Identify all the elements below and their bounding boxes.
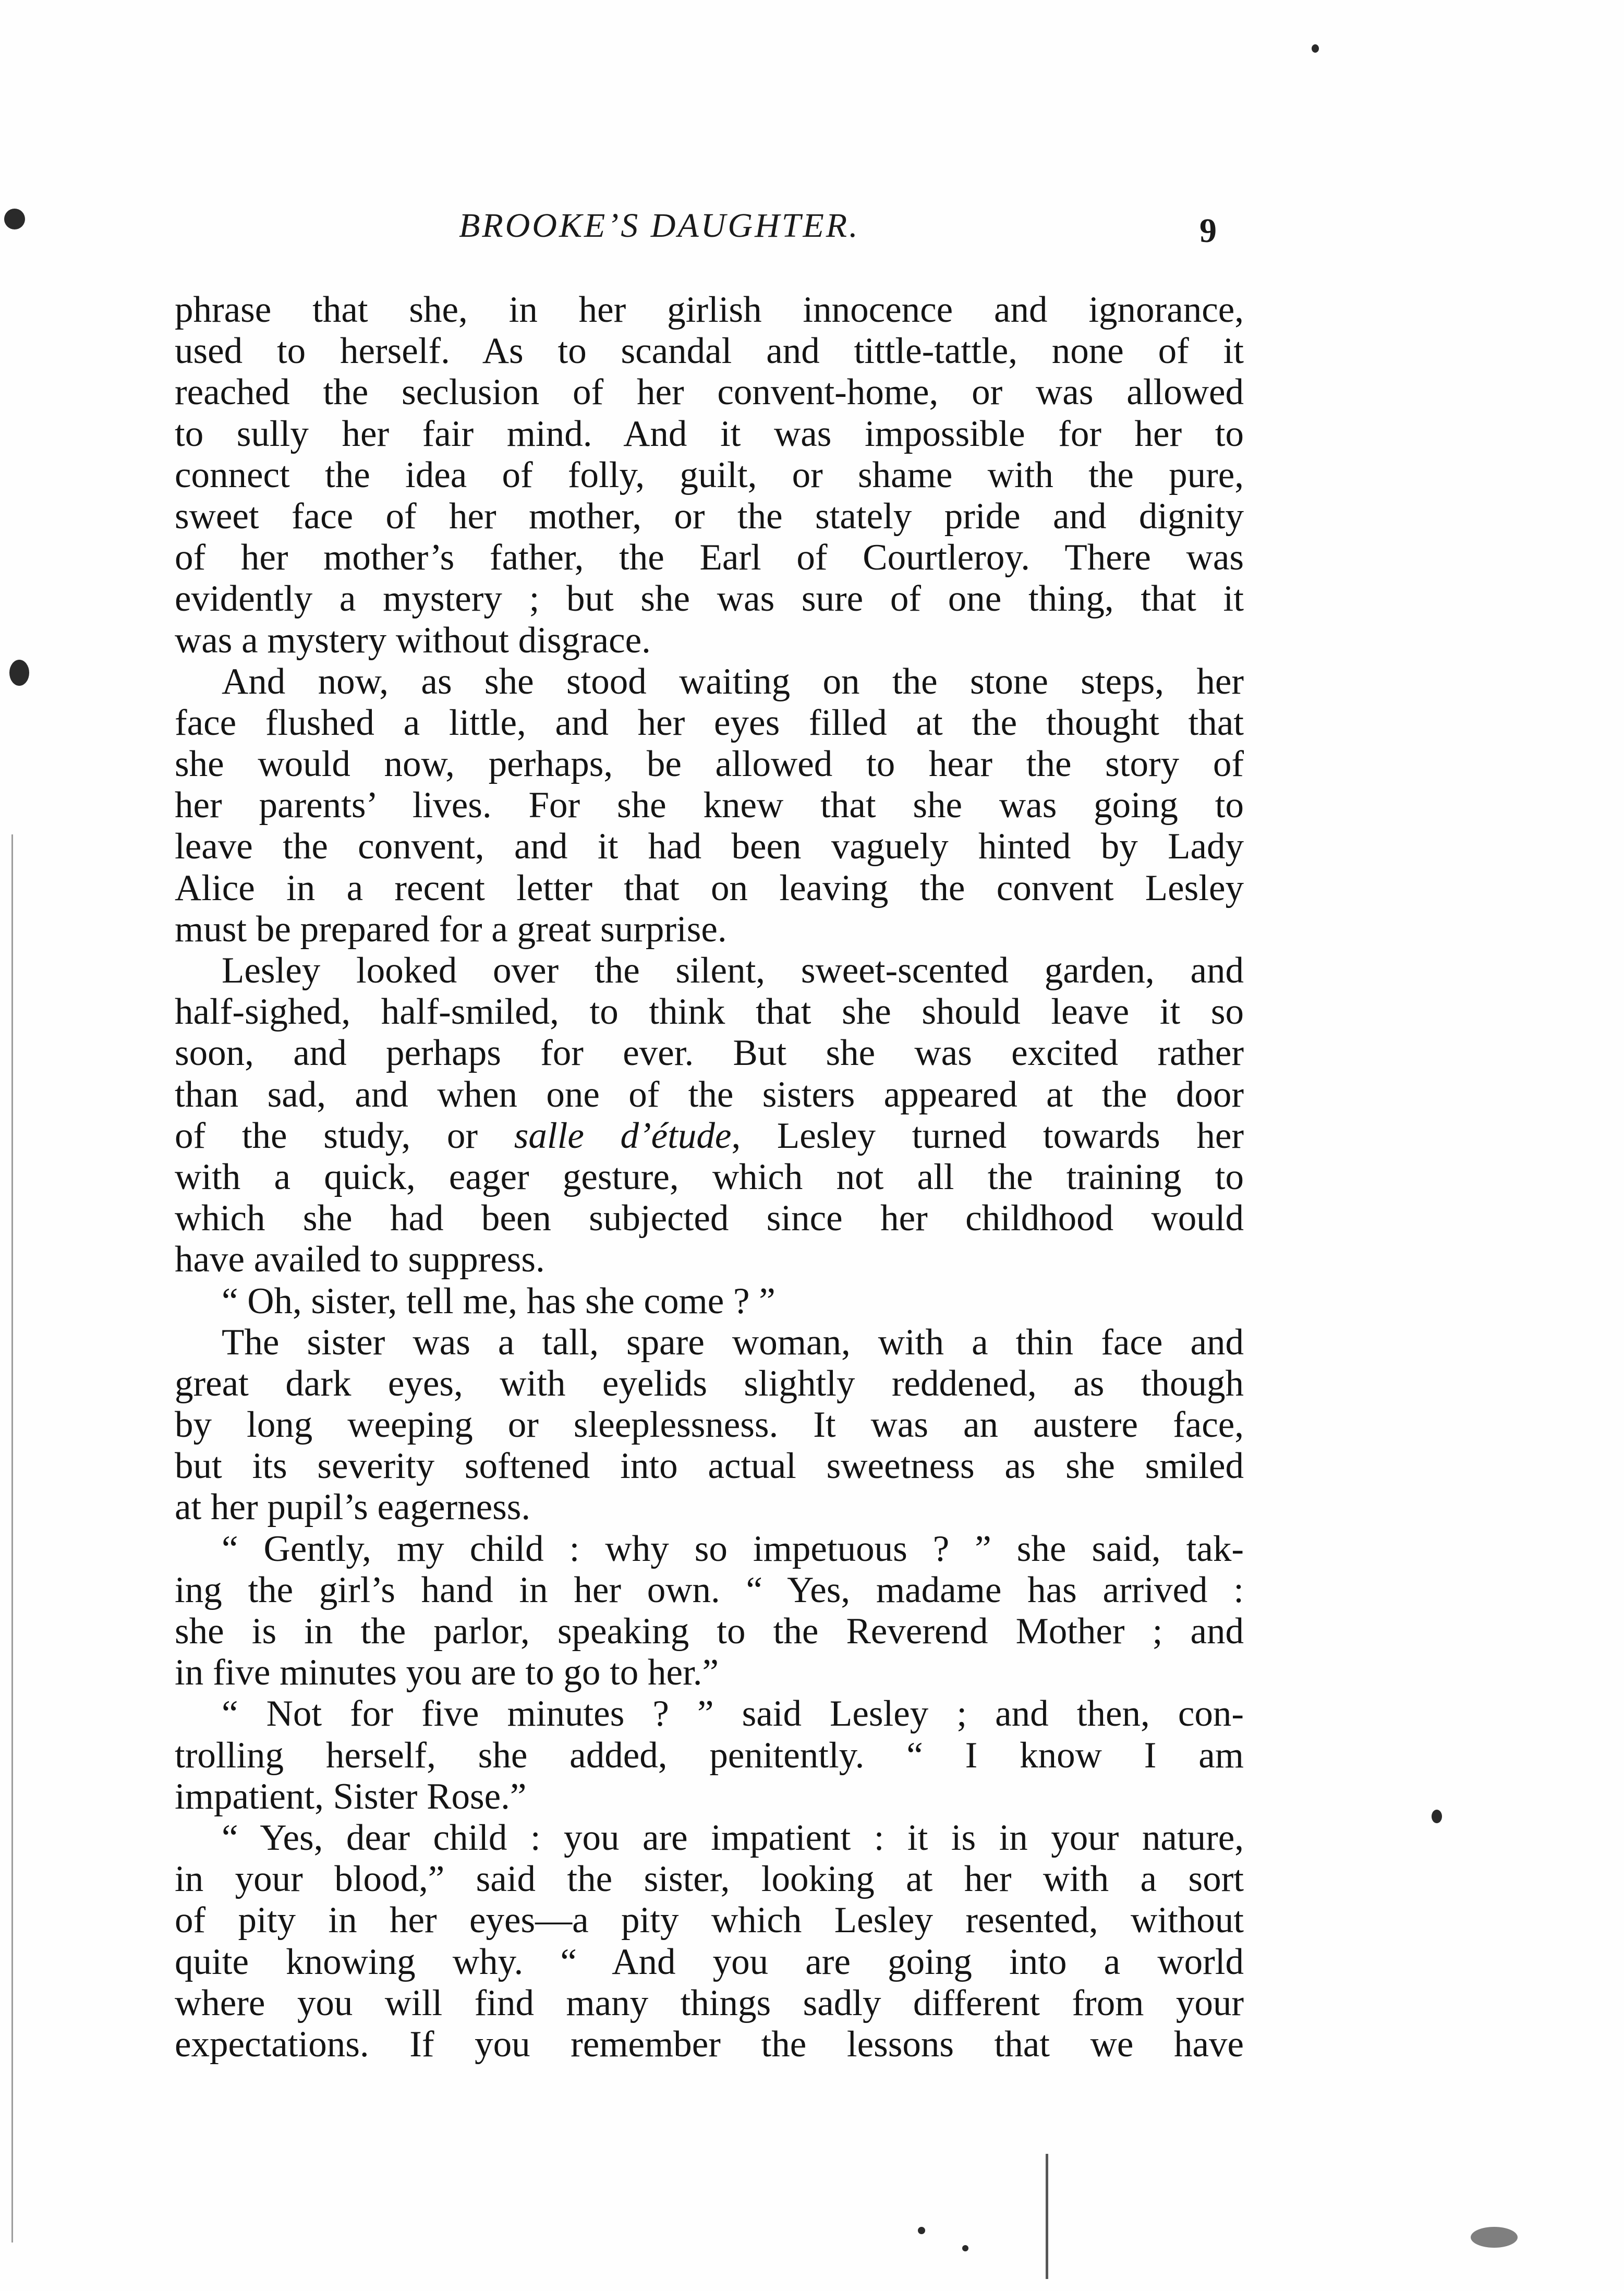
text-line: she is in the parlor, speaking to the Reverend Mother ; and	[175, 1611, 1244, 1652]
text-line: connect the idea of folly, guilt, or shame with the pure,	[175, 454, 1244, 495]
running-title: BROOKE’S DAUGHTER.	[459, 207, 860, 245]
margin-line	[1046, 2154, 1048, 2279]
text-line	[175, 1116, 1244, 1157]
text-line: in five minutes you are to go to her.”	[175, 1652, 719, 1693]
scan-speck	[9, 660, 29, 686]
text-line: phrase that she, in her girlish innocence and ignorance,	[175, 289, 1244, 330]
text-line: leave the convent, and it had been vaguely hinted by Lady	[175, 826, 1244, 867]
text-line: used to herself. As to scandal and tittle-tattle, none of it	[175, 331, 1244, 372]
text-line: soon, and perhaps for ever. But she was excited rather	[175, 1033, 1244, 1074]
scan-speck	[1312, 44, 1319, 53]
text-line: trolling herself, she added, penitently. “ I know I am	[175, 1735, 1244, 1776]
text-line: And now, as she stood waiting on the stone steps, her	[222, 661, 1244, 702]
text-line: by long weeping or sleeplessness. It was an austere face,	[175, 1404, 1244, 1446]
text-line: face flushed a little, and her eyes filled at the thought that	[175, 702, 1244, 743]
text-line: “ Oh, sister, tell me, has she come ? ”	[222, 1280, 775, 1322]
text-line: sweet face of her mother, or the stately pride and dignity	[175, 495, 1244, 537]
page-number: 9	[1199, 212, 1217, 250]
margin-line	[11, 834, 13, 2242]
text-line: impatient, Sister Rose.”	[175, 1776, 527, 1817]
text-line: evidently a mystery ; but she was sure of one thing, that it	[175, 578, 1244, 620]
text-line: “ Yes, dear child : you are impatient : it is in your nature,	[222, 1817, 1244, 1858]
text-line: at her pupil’s eagerness.	[175, 1487, 531, 1528]
text-segment: of the study, or	[175, 1115, 514, 1156]
text-segment: , Lesley turned towards her	[731, 1115, 1244, 1156]
text-line: where you will find many things sadly different from your	[175, 1982, 1244, 2023]
text-line: than sad, and when one of the sisters appeared at the door	[175, 1074, 1244, 1115]
text-line: reached the seclusion of her convent-home, or was allowed	[175, 372, 1244, 413]
text-line: Alice in a recent letter that on leaving the convent Lesley	[175, 867, 1244, 908]
text-line: must be prepared for a great surprise.	[175, 908, 727, 950]
scan-speck	[1432, 1810, 1442, 1823]
text-line: her parents’ lives. For she knew that she was going to	[175, 785, 1244, 826]
text-line: with a quick, eager gesture, which not all the training to	[175, 1156, 1244, 1197]
italic-phrase: salle d’étude	[514, 1115, 732, 1156]
text-line: but its severity softened into actual sweetness as she smiled	[175, 1446, 1244, 1487]
text-line: “ Gently, my child : why so impetuous ? ” she said, tak-	[222, 1528, 1244, 1569]
text-line: The sister was a tall, spare woman, with a thin face and	[222, 1322, 1244, 1363]
text-line: she would now, perhaps, be allowed to hear the story of	[175, 744, 1244, 785]
text-line: of pity in her eyes—a pity which Lesley resented, without	[175, 1900, 1244, 1941]
scan-speck	[4, 209, 25, 229]
text-line: great dark eyes, with eyelids slightly reddened, as though	[175, 1363, 1244, 1404]
scan-speck	[1471, 2227, 1518, 2248]
scan-speck	[962, 2245, 968, 2251]
text-line: which she had been subjected since her childhood would	[175, 1198, 1244, 1239]
text-line: expectations. If you remember the lessons that we have	[175, 2023, 1244, 2065]
text-line: was a mystery without disgrace.	[175, 620, 651, 661]
text-line: have availed to suppress.	[175, 1239, 545, 1280]
text-line: Lesley looked over the silent, sweet-scented garden, and	[222, 950, 1244, 991]
text-line: in your blood,” said the sister, looking at her with a sort	[175, 1859, 1244, 1900]
body-text	[175, 289, 1244, 2065]
text-line: “ Not for five minutes ? ” said Lesley ; and then, con-	[222, 1693, 1244, 1735]
text-line: quite knowing why. “ And you are going into a world	[175, 1941, 1244, 1982]
text-line: ing the girl’s hand in her own. “ Yes, madame has arrived :	[175, 1569, 1244, 1610]
scan-speck	[918, 2227, 925, 2234]
text-line: of her mother’s father, the Earl of Courtleroy. There was	[175, 537, 1244, 578]
text-line: half-sighed, half-smiled, to think that she should leave it so	[175, 991, 1244, 1033]
text-line: to sully her fair mind. And it was impossible for her to	[175, 413, 1244, 454]
